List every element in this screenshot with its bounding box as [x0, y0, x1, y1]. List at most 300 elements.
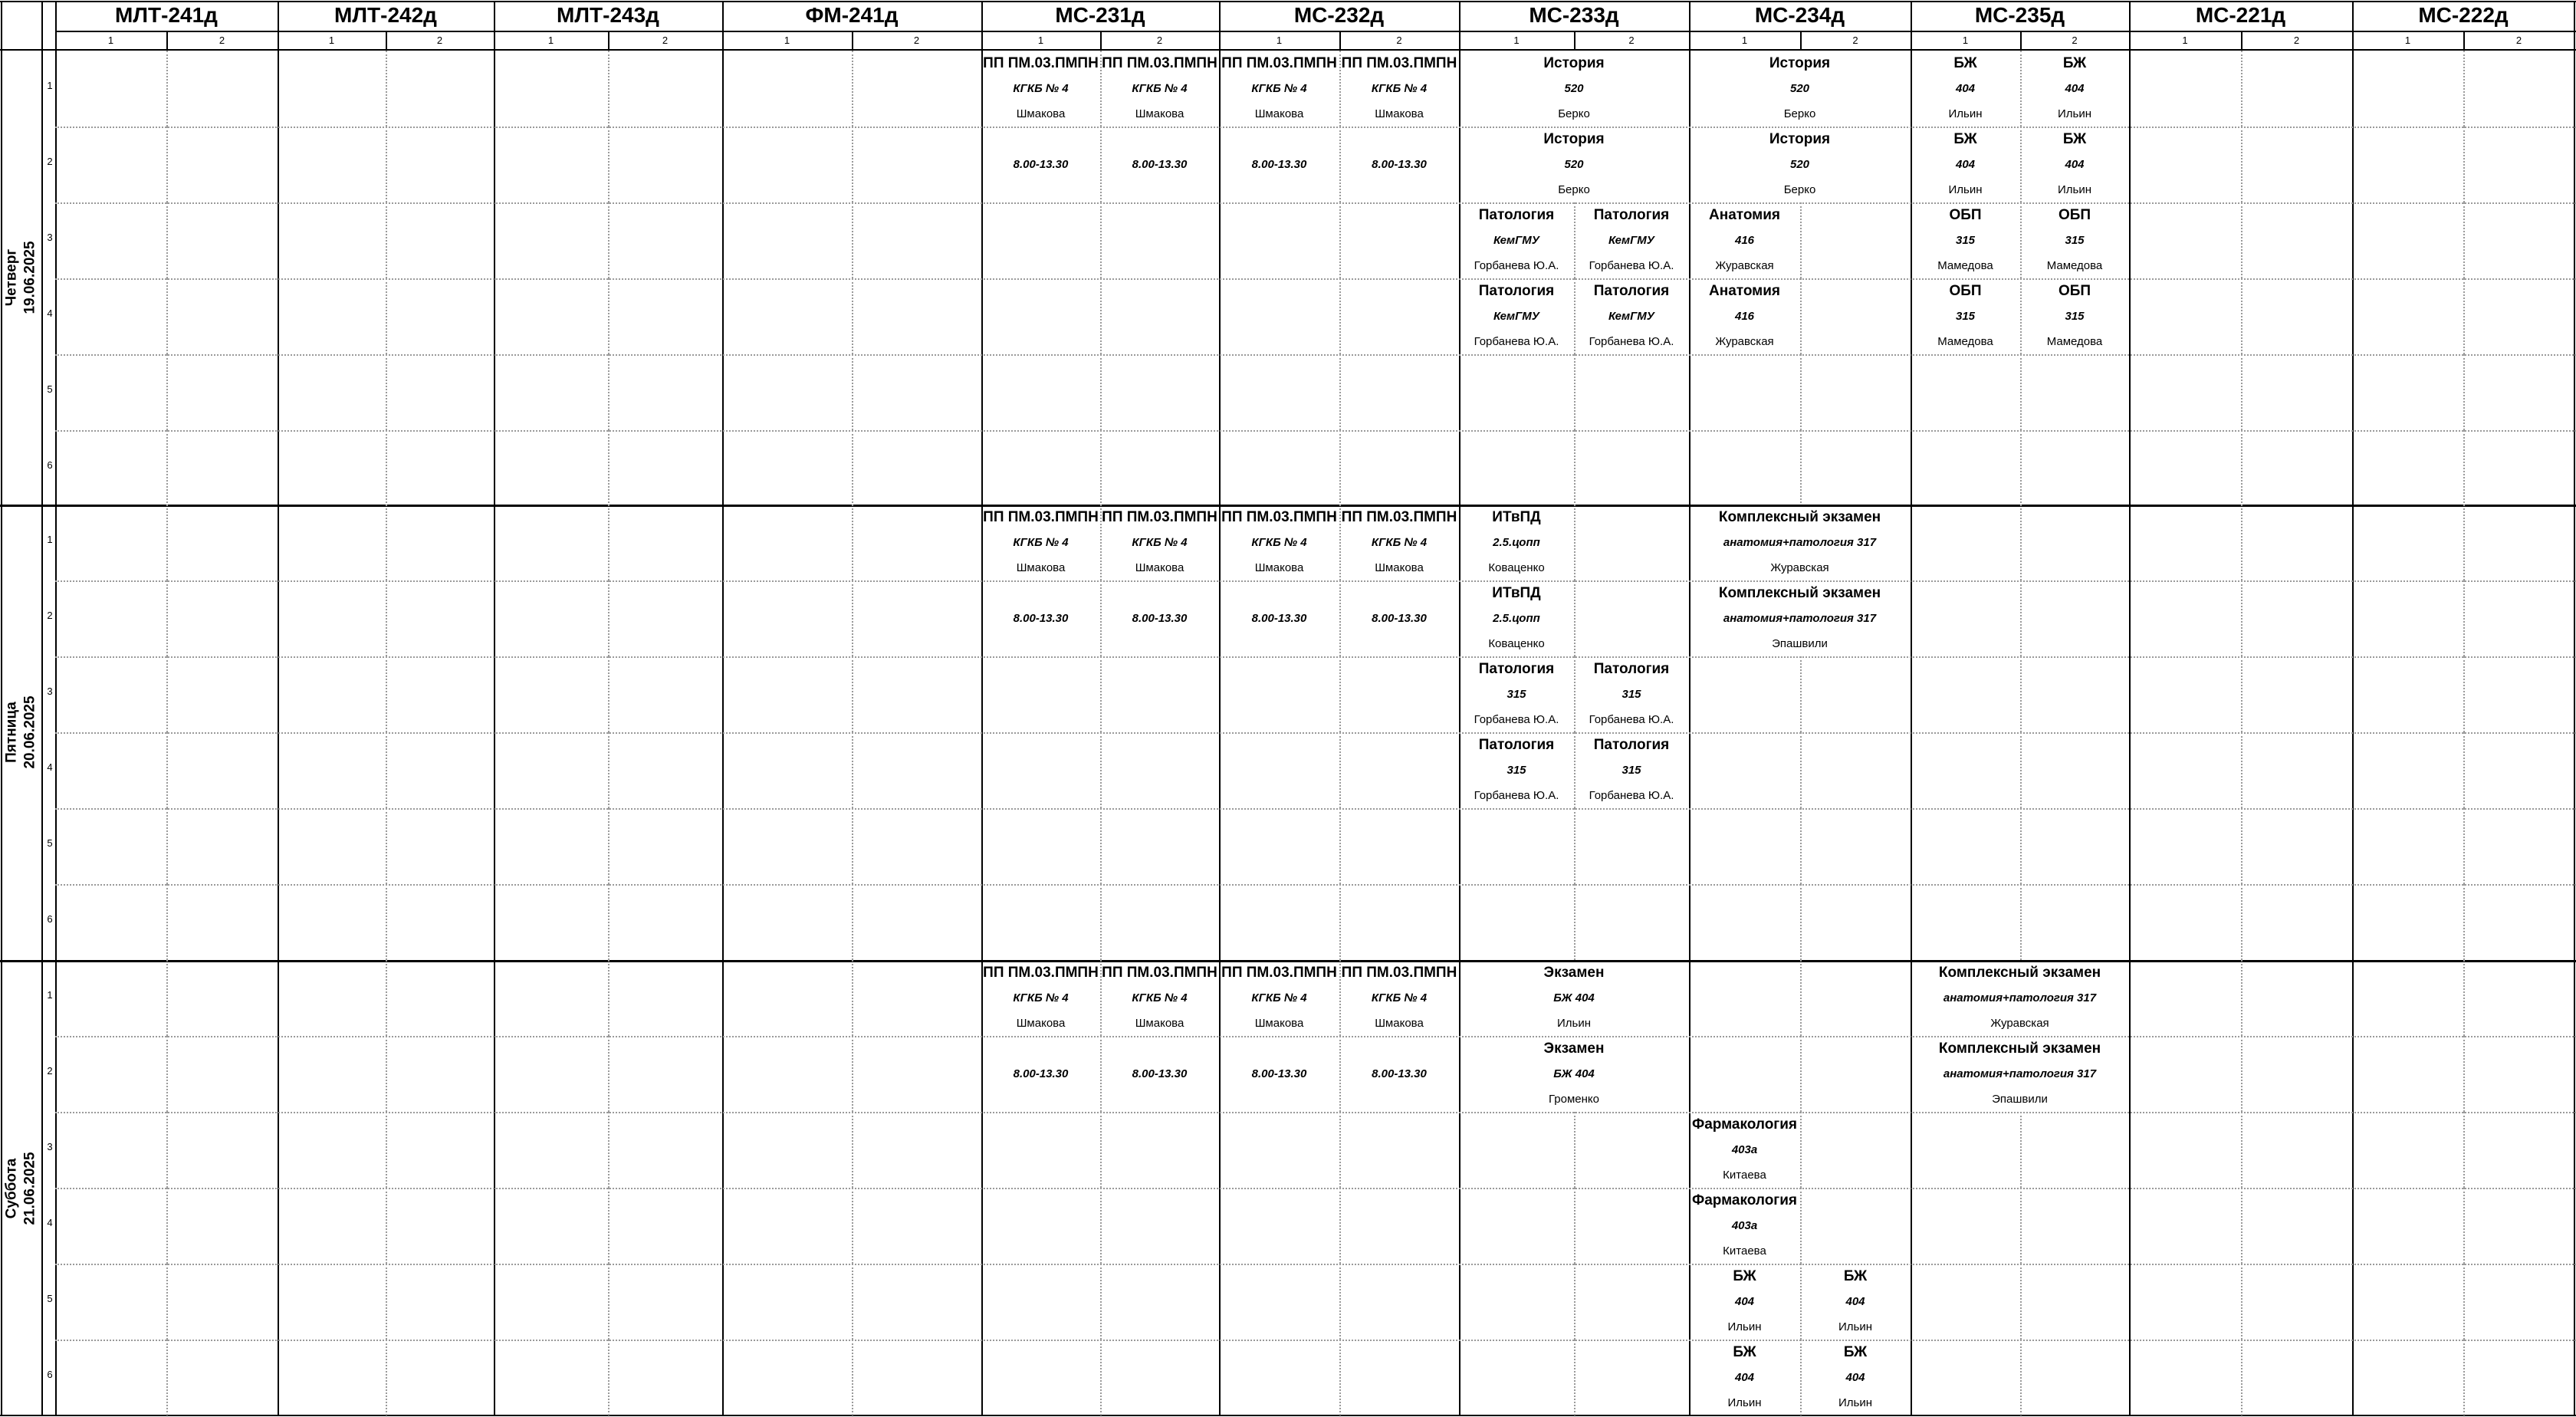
row-line — [55, 808, 2576, 810]
subgroup-divider — [1100, 202, 1102, 278]
subgroup-divider — [1800, 884, 1802, 960]
subgroup-divider — [608, 127, 610, 202]
lesson-teacher: Коваценко — [1488, 561, 1545, 574]
group-divider — [2129, 1, 2131, 1416]
lesson-subject: Патология — [1478, 207, 1555, 223]
subgroup-divider — [386, 884, 387, 960]
subgroup-divider — [386, 1112, 387, 1188]
group-header: МЛТ-242д — [334, 3, 437, 27]
lesson-subject: Комплексный экзамен — [1718, 585, 1881, 601]
lesson-cell — [1219, 127, 1339, 202]
lesson-cell — [981, 1036, 1100, 1112]
lesson-subject: Патология — [1478, 283, 1555, 299]
weekday-label: Четверг — [4, 248, 20, 307]
subgroup-divider — [1800, 808, 1802, 884]
subgroup-header: 2 — [2072, 34, 2078, 46]
subgroup-divider — [608, 354, 610, 430]
lesson-subject: ПП ПМ.03.ПМПН — [983, 965, 1099, 981]
lesson-room: КемГМУ — [1493, 234, 1539, 247]
subgroup-header-divider — [166, 31, 168, 49]
lesson-cell — [1459, 656, 1574, 732]
lesson-cell — [1339, 1036, 1459, 1112]
subgroup-header: 1 — [328, 34, 335, 46]
subgroup-divider — [166, 808, 168, 884]
lesson-teacher: Горбанева Ю.А. — [1474, 713, 1559, 726]
date-label: 20.06.2025 — [22, 695, 38, 769]
subgroup-divider — [166, 354, 168, 430]
group-header: МС-234д — [1754, 3, 1845, 27]
lesson-subject: ПП ПМ.03.ПМПН — [1221, 55, 1337, 71]
group-header: МС-231д — [1055, 3, 1145, 27]
subgroup-divider — [1100, 732, 1102, 808]
lesson-cell — [1689, 580, 1911, 656]
subgroup-divider — [2020, 1188, 2022, 1264]
subgroup-divider — [386, 51, 387, 127]
pair-number: 5 — [47, 383, 53, 395]
lesson-teacher: Горбанева Ю.А. — [1589, 259, 1674, 272]
subgroup-divider — [1339, 278, 1341, 354]
lesson-subject: БЖ — [1953, 55, 1977, 71]
subgroup-divider — [2463, 960, 2465, 1036]
lesson-cell — [981, 51, 1100, 127]
group-divider — [1219, 1, 1221, 1416]
lesson-cell — [2020, 51, 2129, 127]
lesson-room: 404 — [1734, 1295, 1755, 1308]
subgroup-divider — [1100, 1264, 1102, 1340]
subgroup-header: 2 — [2293, 34, 2300, 46]
subgroup-divider — [1800, 656, 1802, 732]
lesson-teacher: Громенко — [1549, 1093, 1599, 1106]
subgroup-divider — [1339, 1188, 1341, 1264]
subgroup-divider — [166, 960, 168, 1036]
lesson-teacher: Шмакова — [1135, 561, 1184, 574]
lesson-subject: Патология — [1478, 661, 1555, 677]
lesson-cell — [1800, 1340, 1911, 1415]
lesson-cell — [1100, 1036, 1219, 1112]
subgroup-divider — [852, 354, 853, 430]
date-label: 21.06.2025 — [22, 1151, 38, 1225]
day-label — [2, 51, 41, 505]
group-divider — [494, 1, 495, 1416]
lesson-teacher: Берко — [1558, 183, 1590, 196]
lesson-room: 315 — [1622, 688, 1641, 701]
subgroup-divider — [608, 278, 610, 354]
lesson-subject: ПП ПМ.03.ПМПН — [1102, 55, 1217, 71]
subgroup-divider — [2241, 960, 2242, 1036]
pair-number: 4 — [47, 761, 53, 773]
subgroup-divider — [386, 278, 387, 354]
subgroup-divider — [1574, 1112, 1576, 1188]
subgroup-divider — [1339, 1264, 1341, 1340]
subgroup-divider — [386, 1340, 387, 1415]
subgroup-divider — [2463, 1112, 2465, 1188]
pair-number: 1 — [47, 80, 53, 91]
lesson-subject: Патология — [1593, 283, 1670, 299]
subgroup-divider — [2020, 505, 2022, 580]
lesson-cell — [1689, 127, 1911, 202]
lesson-room: анатомия+патология 317 — [1943, 991, 2097, 1004]
lesson-room: КГКБ № 4 — [1251, 82, 1307, 95]
lesson-teacher: Журавская — [1770, 561, 1829, 574]
lesson-cell — [1689, 505, 1911, 580]
pair-number: 6 — [47, 459, 53, 471]
subgroup-divider — [1339, 808, 1341, 884]
row-line — [55, 1264, 2576, 1265]
lesson-teacher: Горбанева Ю.А. — [1474, 259, 1559, 272]
subgroup-header: 1 — [1513, 34, 1520, 46]
subgroup-divider — [852, 430, 853, 506]
lesson-room: 8.00-13.30 — [1132, 1067, 1188, 1080]
group-divider — [722, 1, 724, 1416]
lesson-room: КГКБ № 4 — [1371, 82, 1428, 95]
subgroup-divider — [2463, 656, 2465, 732]
lesson-subject: БЖ — [2062, 55, 2087, 71]
subgroup-divider — [386, 580, 387, 656]
pair-number: 2 — [47, 156, 53, 167]
lesson-room: 404 — [1955, 82, 1976, 95]
subgroup-divider — [166, 505, 168, 580]
subgroup-divider — [1100, 1112, 1102, 1188]
subgroup-divider — [852, 505, 853, 580]
lesson-subject: ПП ПМ.03.ПМПН — [1102, 965, 1217, 981]
row-line — [55, 354, 2576, 356]
lesson-room: КемГМУ — [1608, 234, 1654, 247]
subgroup-divider — [1100, 278, 1102, 354]
lesson-room: 2.5.цопп — [1493, 536, 1540, 549]
subgroup-divider — [1800, 202, 1802, 278]
lesson-cell — [1100, 127, 1219, 202]
lesson-teacher: Берко — [1558, 107, 1590, 120]
lesson-room: 8.00-13.30 — [1251, 612, 1307, 625]
subgroup-divider — [2020, 1340, 2022, 1415]
lesson-subject: Комплексный экзамен — [1718, 509, 1881, 525]
lesson-subject: Анатомия — [1709, 207, 1780, 223]
group-header: ФМ-241д — [805, 3, 899, 27]
subgroup-header-divider — [852, 31, 853, 49]
subgroup-divider — [386, 808, 387, 884]
group-divider — [981, 1, 983, 1416]
subgroup-header: 1 — [1276, 34, 1283, 46]
lesson-cell — [1689, 202, 1800, 278]
row-line — [55, 884, 2576, 886]
lesson-cell — [1219, 51, 1339, 127]
row-line — [55, 202, 2576, 204]
subgroup-divider — [2241, 580, 2242, 656]
subgroup-divider — [1100, 1340, 1102, 1415]
lesson-cell — [1100, 51, 1219, 127]
subgroup-divider — [2020, 732, 2022, 808]
subgroup-divider — [608, 1036, 610, 1112]
lesson-cell — [1459, 1036, 1689, 1112]
subgroup-divider — [608, 1112, 610, 1188]
subgroup-divider — [2463, 884, 2465, 960]
pair-col-line — [55, 1, 57, 1416]
subgroup-divider — [608, 1264, 610, 1340]
subgroup-divider — [386, 656, 387, 732]
subgroup-divider — [1339, 732, 1341, 808]
subgroup-divider — [2020, 430, 2022, 506]
lesson-subject: ПП ПМ.03.ПМПН — [1221, 965, 1337, 981]
subgroup-header-divider — [2463, 31, 2465, 49]
subgroup-divider — [1100, 430, 1102, 506]
lesson-subject: Фармакология — [1691, 1192, 1797, 1208]
subgroup-divider — [1339, 656, 1341, 732]
subgroup-divider — [852, 732, 853, 808]
lesson-teacher: Горбанева Ю.А. — [1474, 789, 1559, 802]
lesson-cell — [1689, 1264, 1800, 1340]
subgroup-divider — [2463, 732, 2465, 808]
lesson-teacher: Мамедова — [2046, 259, 2103, 272]
lesson-room: 315 — [1506, 764, 1526, 777]
subgroup-divider — [1339, 430, 1341, 506]
subgroup-divider — [852, 656, 853, 732]
lesson-teacher: Журавская — [1715, 259, 1774, 272]
lesson-cell — [1459, 51, 1689, 127]
subgroup-divider — [1100, 1188, 1102, 1264]
lesson-subject: ПП ПМ.03.ПМПН — [1341, 509, 1457, 525]
lesson-room: анатомия+патология 317 — [1723, 536, 1877, 549]
subgroup-divider — [2241, 1112, 2242, 1188]
lesson-cell — [1219, 960, 1339, 1036]
subgroup-divider — [2463, 430, 2465, 506]
subgroup-divider — [852, 1264, 853, 1340]
subgroup-divider — [1574, 884, 1576, 960]
lesson-subject: БЖ — [1843, 1268, 1868, 1284]
lesson-cell — [1100, 580, 1219, 656]
lesson-teacher: Шмакова — [1016, 1017, 1066, 1030]
lesson-room: КГКБ № 4 — [1251, 536, 1307, 549]
subgroup-divider — [2241, 202, 2242, 278]
lesson-cell — [1339, 505, 1459, 580]
subgroup-divider — [2463, 127, 2465, 202]
row-line — [55, 1112, 2576, 1113]
subgroup-divider — [2463, 354, 2465, 430]
pair-number: 6 — [47, 1369, 53, 1380]
subgroup-header: 2 — [913, 34, 920, 46]
subgroup-divider — [166, 1340, 168, 1415]
subgroup-divider — [1574, 1340, 1576, 1415]
lesson-teacher: Китаева — [1723, 1169, 1766, 1182]
subgroup-header-divider — [386, 31, 387, 49]
lesson-room: КемГМУ — [1493, 310, 1539, 323]
subgroup-divider — [1800, 960, 1802, 1036]
lesson-cell — [1339, 960, 1459, 1036]
subgroup-header: 1 — [2404, 34, 2411, 46]
subgroup-header: 2 — [1396, 34, 1402, 46]
lesson-room: 403а — [1731, 1219, 1758, 1232]
subgroup-divider — [852, 51, 853, 127]
subgroup-divider — [608, 580, 610, 656]
subgroup-divider — [852, 1036, 853, 1112]
lesson-room: 2.5.цопп — [1493, 612, 1540, 625]
lesson-subject: ПП ПМ.03.ПМПН — [1102, 509, 1217, 525]
pair-number: 2 — [47, 610, 53, 621]
subgroup-divider — [852, 202, 853, 278]
pair-number: 2 — [47, 1065, 53, 1077]
subgroup-divider — [852, 808, 853, 884]
lesson-cell — [981, 505, 1100, 580]
lesson-room: анатомия+патология 317 — [1943, 1067, 2097, 1080]
subgroup-divider — [1800, 1036, 1802, 1112]
subgroup-header: 1 — [107, 34, 114, 46]
lesson-room: 315 — [2065, 234, 2085, 247]
lesson-cell — [1911, 202, 2020, 278]
pair-number: 6 — [47, 913, 53, 925]
lesson-room: КГКБ № 4 — [1371, 991, 1428, 1004]
lesson-room: БЖ 404 — [1553, 991, 1595, 1004]
lesson-room: КГКБ № 4 — [1371, 536, 1428, 549]
lesson-cell — [1339, 51, 1459, 127]
lesson-subject: БЖ — [1733, 1344, 1756, 1360]
subgroup-divider — [2241, 430, 2242, 506]
subgroup-header: 1 — [784, 34, 790, 46]
subgroup-divider — [166, 127, 168, 202]
lesson-cell — [1459, 127, 1689, 202]
lesson-room: 520 — [1564, 82, 1584, 95]
lesson-room: 520 — [1564, 158, 1584, 171]
subgroup-header: 2 — [1156, 34, 1163, 46]
lesson-subject: Патология — [1478, 737, 1555, 753]
subgroup-divider — [608, 505, 610, 580]
lesson-room: 404 — [1955, 158, 1976, 171]
lesson-subject: Патология — [1593, 661, 1670, 677]
lesson-subject: Патология — [1593, 207, 1670, 223]
lesson-subject: Экзамен — [1543, 965, 1605, 981]
subgroup-divider — [2463, 1340, 2465, 1415]
lesson-subject: Патология — [1593, 737, 1670, 753]
subgroup-divider — [166, 1188, 168, 1264]
lesson-teacher: Шмакова — [1375, 561, 1424, 574]
row-line — [55, 732, 2576, 734]
pair-number: 3 — [47, 232, 53, 243]
subgroup-divider — [2241, 51, 2242, 127]
lesson-room: 8.00-13.30 — [1132, 612, 1188, 625]
subgroup-divider — [2463, 808, 2465, 884]
lesson-room: 404 — [2065, 158, 2085, 171]
subgroup-header: 2 — [436, 34, 443, 46]
lesson-room: 416 — [1734, 310, 1755, 323]
lesson-teacher: Ильин — [1948, 183, 1983, 196]
lesson-teacher: Эпашвили — [1992, 1093, 2048, 1106]
pair-number: 3 — [47, 1141, 53, 1152]
lesson-room: КГКБ № 4 — [1013, 991, 1069, 1004]
lesson-teacher: Шмакова — [1135, 1017, 1184, 1030]
subgroup-divider — [1100, 808, 1102, 884]
subgroup-divider — [2463, 580, 2465, 656]
lesson-subject: Экзамен — [1543, 1041, 1605, 1057]
lesson-cell — [981, 960, 1100, 1036]
subgroup-divider — [1574, 505, 1576, 580]
lesson-cell — [981, 580, 1100, 656]
lesson-cell — [1574, 656, 1689, 732]
subgroup-divider — [2020, 1112, 2022, 1188]
lesson-cell — [2020, 202, 2129, 278]
subgroup-divider — [1800, 354, 1802, 430]
lesson-cell — [1459, 505, 1574, 580]
lesson-teacher: Ильин — [1727, 1396, 1762, 1409]
subgroup-header-divider — [1800, 31, 1802, 49]
subgroup-divider — [166, 1112, 168, 1188]
lesson-subject: ОБП — [1949, 207, 1982, 223]
lesson-subject: История — [1769, 55, 1831, 71]
subgroup-divider — [852, 278, 853, 354]
subgroup-divider — [386, 1188, 387, 1264]
group-header: МС-235д — [1974, 3, 2065, 27]
lesson-subject: ОБП — [2058, 207, 2091, 223]
subgroup-divider — [2020, 1264, 2022, 1340]
lesson-room: КГКБ № 4 — [1132, 82, 1188, 95]
lesson-cell — [1219, 1036, 1339, 1112]
subgroup-divider — [852, 127, 853, 202]
subgroup-divider — [852, 884, 853, 960]
lesson-teacher: Ильин — [1948, 107, 1983, 120]
subgroup-divider — [1574, 580, 1576, 656]
pair-number: 5 — [47, 1293, 53, 1304]
subgroup-divider — [608, 1188, 610, 1264]
subgroup-divider — [2463, 202, 2465, 278]
subgroup-divider — [608, 732, 610, 808]
subgroup-divider — [386, 430, 387, 506]
subgroup-divider — [608, 884, 610, 960]
subgroup-header: 1 — [1037, 34, 1044, 46]
subgroup-divider — [166, 1264, 168, 1340]
subgroup-divider — [2020, 808, 2022, 884]
subgroup-divider — [2463, 1036, 2465, 1112]
subgroup-divider — [2463, 278, 2465, 354]
lesson-room: 8.00-13.30 — [1251, 1067, 1307, 1080]
subgroup-divider — [2241, 732, 2242, 808]
subgroup-divider — [2241, 278, 2242, 354]
lesson-room: 8.00-13.30 — [1372, 158, 1427, 171]
lesson-subject: ПП ПМ.03.ПМПН — [1341, 55, 1457, 71]
subgroup-divider — [2241, 808, 2242, 884]
subgroup-divider — [608, 430, 610, 506]
lesson-cell — [2020, 127, 2129, 202]
subgroup-divider — [166, 580, 168, 656]
lesson-teacher: Ильин — [2057, 183, 2091, 196]
lesson-teacher: Шмакова — [1375, 107, 1424, 120]
subgroup-divider — [386, 505, 387, 580]
lesson-teacher: Журавская — [1715, 335, 1774, 348]
pair-number: 1 — [47, 989, 53, 1001]
subgroup-divider — [852, 960, 853, 1036]
lesson-teacher: Ильин — [1727, 1320, 1762, 1333]
lesson-cell — [1911, 51, 2020, 127]
lesson-subject: История — [1543, 55, 1605, 71]
subgroup-divider — [2020, 354, 2022, 430]
pair-number: 1 — [47, 534, 53, 545]
subgroup-divider — [386, 354, 387, 430]
lesson-room: 8.00-13.30 — [1132, 158, 1188, 171]
lesson-cell — [1689, 278, 1800, 354]
subgroup-divider — [608, 1340, 610, 1415]
subgroup-divider — [1800, 430, 1802, 506]
subgroup-divider — [1574, 354, 1576, 430]
subgroup-divider — [608, 960, 610, 1036]
lesson-teacher: Горбанева Ю.А. — [1589, 713, 1674, 726]
group-header: МЛТ-241д — [115, 3, 218, 27]
subgroup-divider — [2241, 656, 2242, 732]
lesson-cell — [1911, 278, 2020, 354]
subgroup-divider — [2241, 884, 2242, 960]
group-divider — [278, 1, 279, 1416]
subgroup-divider — [1574, 1264, 1576, 1340]
lesson-room: КемГМУ — [1608, 310, 1654, 323]
subgroup-divider — [1339, 1112, 1341, 1188]
lesson-subject: Комплексный экзамен — [1938, 965, 2101, 981]
subgroup-divider — [386, 732, 387, 808]
lesson-room: 8.00-13.30 — [1013, 1067, 1069, 1080]
